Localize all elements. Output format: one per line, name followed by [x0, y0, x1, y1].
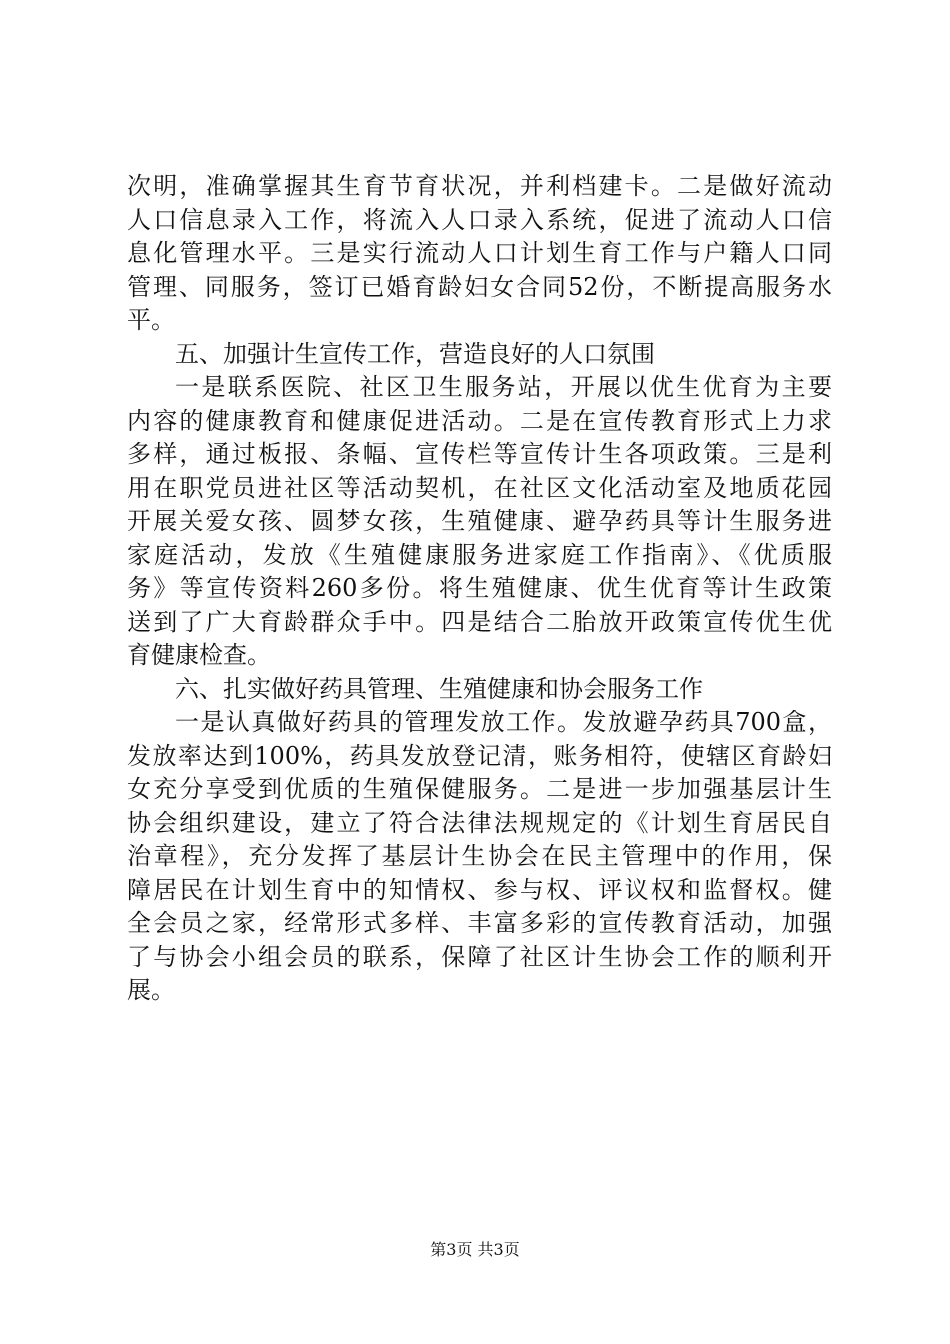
text-line: 多样，通过板报、条幅、宣传栏等宣传计生各项政策。三是利	[127, 440, 832, 468]
text-line: 障居民在计划生育中的知情权、参与权、评议权和监督权。健	[127, 875, 832, 904]
text-line: 发放率达到100%，药具发放登记清，账务相符，使辖区育龄妇	[127, 741, 832, 770]
section-heading: 六、扎实做好药具管理、生殖健康和协会服务工作	[175, 674, 703, 703]
text-line: 女充分享受到优质的生殖保健服务。二是进一步加强基层计生	[127, 775, 832, 803]
text-line: 开展关爱女孩、圆梦女孩，生殖健康、避孕药具等计生服务进	[127, 507, 832, 535]
text-line: 一是认真做好药具的管理发放工作。发放避孕药具700盒，	[175, 708, 832, 736]
text-line: 协会组织建设，建立了符合法律法规规定的《计划生育居民自	[127, 808, 832, 837]
body-text	[127, 170, 832, 1008]
text-line: 息化管理水平。三是实行流动人口计划生育工作与户籍人口同	[127, 239, 832, 267]
page-number-footer: 第3页 共3页	[430, 1240, 520, 1259]
text-line: 管理、同服务，签订已婚育龄妇女合同52份，不断提高服务水	[127, 272, 832, 301]
text-line: 一是联系医院、社区卫生服务站，开展以优生优育为主要	[175, 373, 832, 401]
text-line: 治章程》，充分发挥了基层计生协会在民主管理中的作用，保	[127, 842, 832, 870]
text-line: 平。	[127, 306, 175, 334]
text-line: 展。	[127, 976, 175, 1004]
text-line: 送到了广大育龄群众手中。四是结合二胎放开政策宣传优生优	[127, 607, 832, 636]
text-line: 了与协会小组会员的联系，保障了社区计生协会工作的顺利开	[127, 942, 832, 971]
text-line: 育健康检查。	[127, 641, 271, 669]
text-line: 用在职党员进社区等活动契机，在社区文化活动室及地质花园	[127, 473, 832, 502]
text-line: 全会员之家，经常形式多样、丰富多彩的宣传教育活动，加强	[127, 909, 832, 937]
section-heading: 五、加强计生宣传工作，营造良好的人口氛围	[175, 339, 655, 368]
text-line: 人口信息录入工作，将流入人口录入系统，促进了流动人口信	[127, 205, 832, 234]
text-line: 内容的健康教育和健康促进活动。二是在宣传教育形式上力求	[127, 406, 832, 435]
text-line: 次明，准确掌握其生育节育状况，并利档建卡。二是做好流动	[127, 172, 832, 200]
text-line: 家庭活动，发放《生殖健康服务进家庭工作指南》、《优质服	[127, 540, 832, 569]
text-line: 务》等宣传资料260多份。将生殖健康、优生优育等计生政策	[127, 574, 832, 602]
